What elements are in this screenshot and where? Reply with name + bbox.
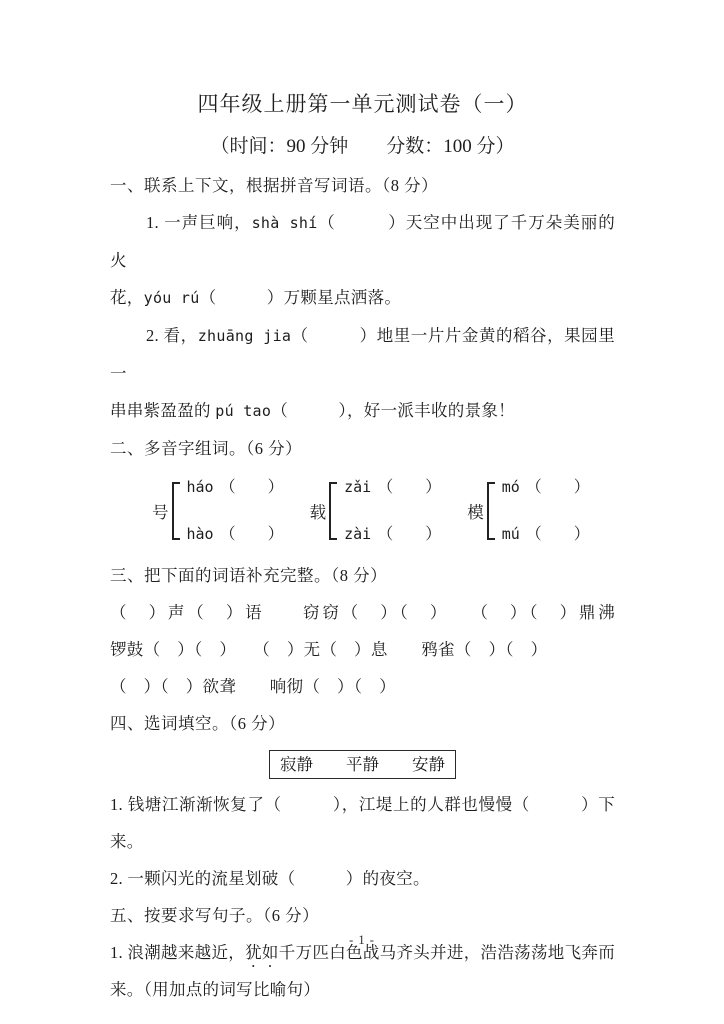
section-1-heading: 一、联系上下文，根据拼音写词语。（8 分） xyxy=(110,176,439,195)
question-line: 来。（用加点的词写比喻句） xyxy=(110,980,321,999)
section-3-heading: 三、把下面的词语补充完整。（8 分） xyxy=(110,566,388,585)
question-line: 来。 xyxy=(110,832,144,851)
question-text: 天空中出现了千万朵美丽的火 xyxy=(110,213,615,270)
question-text: 2. 看， xyxy=(146,326,198,345)
pinyin-text: shà shí xyxy=(251,214,318,232)
polyphone-readings xyxy=(502,475,590,547)
answer-blank: （ ） xyxy=(525,479,590,496)
question-line xyxy=(110,786,615,823)
reading-line xyxy=(187,522,284,547)
section-2 xyxy=(110,430,615,553)
reading-line xyxy=(344,475,441,500)
polyphone-group-hao xyxy=(152,475,284,547)
word-bank-box: 寂静 平静 安静 xyxy=(269,750,456,779)
idiom-completion-row: 锣鼓（ ）（ ） （ ）无（ ）息 鸦雀（ ）（ ） xyxy=(110,640,548,659)
pinyin-text: mú xyxy=(501,525,520,543)
polyphone-readings xyxy=(344,475,441,547)
bracket-icon xyxy=(172,482,180,540)
question-text: 2. 一颗闪光的流星划破 xyxy=(110,869,279,888)
section-4 xyxy=(110,705,615,897)
answer-blank: （ ） xyxy=(278,869,363,888)
emphasized-word: 犹如 xyxy=(245,943,279,962)
section-4-heading: 四、选词填空。（6 分） xyxy=(110,714,286,733)
polyphone-character: 模 xyxy=(467,503,484,522)
page-number: - 1 - xyxy=(349,933,375,947)
section-2-heading: 二、多音字组词。（6 分） xyxy=(110,439,303,458)
question-text: 的夜空。 xyxy=(362,869,430,888)
bracket-icon xyxy=(329,482,337,540)
pinyin-text: zǎi xyxy=(344,478,372,496)
question-line xyxy=(110,204,615,279)
question-line xyxy=(110,279,615,317)
section-5-heading: 五、按要求写句子。（6 分） xyxy=(110,906,320,925)
reading-line xyxy=(502,475,590,500)
question-text: ，江堤上的人群也慢慢 xyxy=(341,795,513,814)
pinyin-text: zài xyxy=(344,525,372,543)
question-line xyxy=(110,392,615,430)
polyphone-groups-row xyxy=(110,469,615,553)
answer-blank: （ ） xyxy=(291,326,377,345)
answer-blank: （ ） xyxy=(199,288,284,307)
answer-blank: （ ） xyxy=(377,526,442,543)
question-text: 万颗星点洒落。 xyxy=(283,288,402,307)
polyphone-character: 载 xyxy=(309,503,327,522)
section-1 xyxy=(110,167,615,430)
pinyin-text: hào xyxy=(186,525,214,543)
idiom-completion-row: （ ）声（ ）语 窃窃（ ）（ ） （ ）（ ）鼎沸 xyxy=(110,603,615,622)
paper-title: 四年级上册第一单元测试卷（一） xyxy=(197,92,528,116)
polyphone-group-zai xyxy=(310,475,442,547)
idiom-completion-row: （ ）（ ）欲聋 响彻（ ）（ ） xyxy=(110,677,396,696)
pinyin-text: mó xyxy=(501,478,520,496)
bracket-icon xyxy=(487,482,495,540)
answer-blank: （ ） xyxy=(377,479,442,496)
pinyin-text: zhuāng jia xyxy=(197,327,292,345)
question-text: 花， xyxy=(110,288,144,307)
question-text: 下 xyxy=(598,795,616,814)
polyphone-readings xyxy=(187,475,284,547)
question-text: 1. 钱塘江渐渐恢复了 xyxy=(110,795,265,814)
answer-blank: （ ） xyxy=(264,795,342,814)
reading-line xyxy=(344,522,441,547)
answer-blank: （ ） xyxy=(317,213,406,232)
polyphone-character: 号 xyxy=(152,503,169,522)
reading-line xyxy=(502,522,590,547)
section-3 xyxy=(110,557,615,705)
question-text: 1. 浪潮越来越近， xyxy=(110,943,246,962)
question-text: 千万匹白色战马齐头并进，浩浩荡荡地飞奔而 xyxy=(278,943,616,962)
question-text: ，好一派丰收的景象！ xyxy=(346,401,515,420)
pinyin-text: yóu rú xyxy=(143,289,200,307)
pinyin-text: háo xyxy=(186,478,214,496)
question-line xyxy=(110,860,615,897)
answer-blank: （ ） xyxy=(219,479,284,496)
question-text: 串串紫盈盈的 xyxy=(110,401,216,420)
reading-line xyxy=(187,475,284,500)
word-bank-row xyxy=(110,742,615,786)
section-5 xyxy=(110,897,615,1008)
answer-blank: （ ） xyxy=(271,401,347,420)
paper-time-score-line: （时间：90 分钟 分数：100 分） xyxy=(210,136,515,157)
question-text: 1. 一声巨响， xyxy=(146,213,252,232)
answer-blank: （ ） xyxy=(525,526,590,543)
answer-blank: （ ） xyxy=(512,795,599,814)
question-line xyxy=(110,317,615,392)
polyphone-group-mo xyxy=(467,475,590,547)
question-text: 地里一片片金黄的稻谷，果园里一 xyxy=(110,326,616,383)
pinyin-text: pú tao xyxy=(215,402,272,420)
answer-blank: （ ） xyxy=(219,526,284,543)
